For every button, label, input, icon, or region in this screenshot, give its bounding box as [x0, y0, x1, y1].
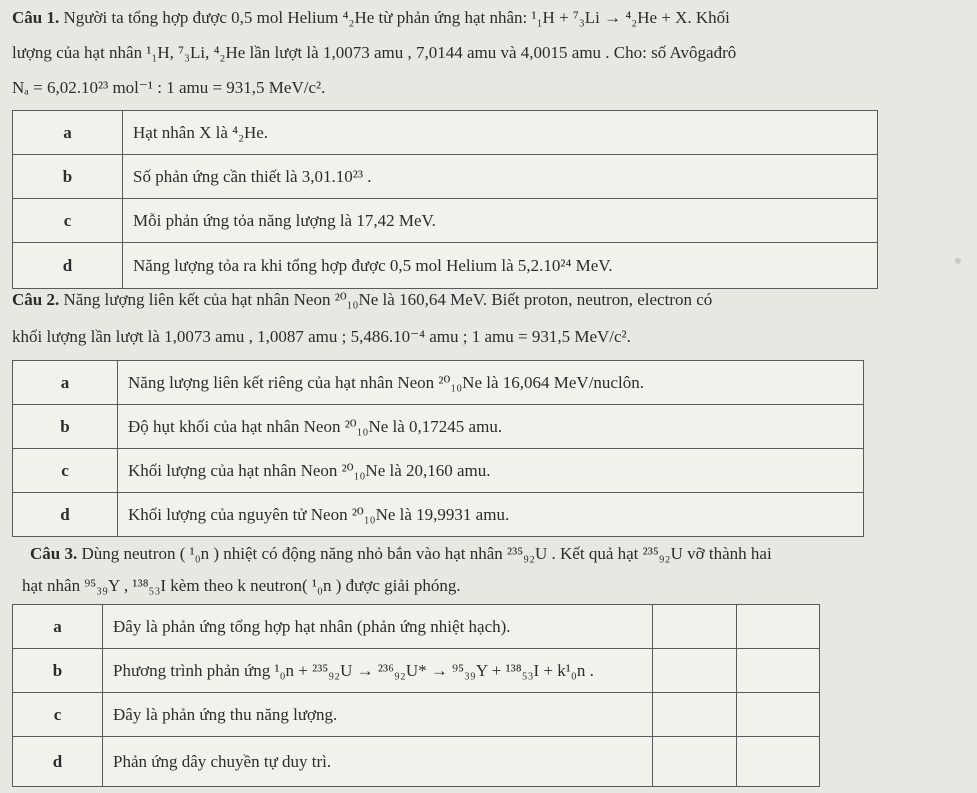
q3-row-d-answer2	[737, 737, 820, 787]
q3-row-d-answer	[653, 737, 737, 787]
q2-table	[12, 360, 864, 537]
q2-line1	[12, 290, 712, 310]
q1-row-d-text: Năng lượng tỏa ra khi tổng hợp được 0,5 mol Helium là 5,2.10²⁴ MeV.	[123, 243, 878, 289]
q2-row-a-text: Năng lượng liên kết riêng của hạt nhân Neon ²⁰₁₀Ne là 16,064 MeV/nuclôn.	[118, 361, 864, 405]
table-row	[13, 493, 864, 537]
q2-row-d-label: d	[13, 493, 118, 537]
q3-row-c-answer	[653, 693, 737, 737]
q3-row-a-answer	[653, 605, 737, 649]
table-row	[13, 405, 864, 449]
q1-title: Câu 1.	[12, 8, 60, 27]
q1-line3: Nₐ = 6,02.10²³ mol⁻¹ : 1 amu = 931,5 MeV/c².	[12, 78, 326, 97]
table-row	[13, 693, 820, 737]
q2-row-c-label: c	[13, 449, 118, 493]
q1-row-c-text: Mỗi phản ứng tỏa năng lượng là 17,42 MeV.	[123, 199, 878, 243]
q2-row-b-label: b	[13, 405, 118, 449]
scan-speck	[955, 258, 961, 264]
q3-row-b-label: b	[13, 649, 103, 693]
q1-row-b-label: b	[13, 155, 123, 199]
q1-row-a-label: a	[13, 111, 123, 155]
q3-row-b-answer	[653, 649, 737, 693]
table-row	[13, 649, 820, 693]
q3-line2: hạt nhân ⁹⁵₃₉Y , ¹³⁸₅₃I kèm theo k neutron( ¹₀n ) được giải phóng.	[22, 576, 461, 595]
q3-row-a-label: a	[13, 605, 103, 649]
table-row	[13, 361, 864, 405]
table-row	[13, 199, 878, 243]
q3-row-a-text: Đây là phản ứng tổng hợp hạt nhân (phản ứng nhiệt hạch).	[103, 605, 653, 649]
q2-row-b-text: Độ hụt khối của hạt nhân Neon ²⁰₁₀Ne là 0,17245 amu.	[118, 405, 864, 449]
q3-row-d-label: d	[13, 737, 103, 787]
q1-line2: lượng của hạt nhân ¹₁H, ⁷₃Li, ⁴₂He lần lượt là 1,0073 amu , 7,0144 amu và 4,0015 amu . Cho: số Avôgađrô	[12, 43, 737, 62]
table-row	[13, 449, 864, 493]
q3-row-a-answer2	[737, 605, 820, 649]
table-row	[13, 243, 878, 289]
table-row	[13, 737, 820, 787]
q1-line1	[12, 8, 730, 28]
q3-table	[12, 604, 820, 787]
q2-line1-text: Năng lượng liên kết của hạt nhân Neon ²⁰₁₀Ne là 160,64 MeV. Biết proton, neutron, electron có	[59, 290, 713, 309]
q3-row-c-answer2	[737, 693, 820, 737]
q3-line1-text: Dùng neutron ( ¹₀n ) nhiệt có động năng nhỏ bắn vào hạt nhân ²³⁵₉₂U . Kết quả hạt ²³⁵₉₂U vỡ thành hai	[77, 544, 772, 563]
q1-row-d-label: d	[13, 243, 123, 289]
q3-row-d-text: Phản ứng dây chuyền tự duy trì.	[103, 737, 653, 787]
q3-title: Câu 3.	[30, 544, 78, 563]
table-row	[13, 111, 878, 155]
q3-row-b-answer2	[737, 649, 820, 693]
q3-row-b-text: Phương trình phản ứng ¹₀n + ²³⁵₉₂U → ²³⁶₉₂U* → ⁹⁵₃₉Y + ¹³⁸₅₃I + k¹₀n .	[103, 649, 653, 693]
q1-table	[12, 110, 878, 289]
q2-row-c-text: Khối lượng của hạt nhân Neon ²⁰₁₀Ne là 20,160 amu.	[118, 449, 864, 493]
table-row	[13, 155, 878, 199]
q2-row-a-label: a	[13, 361, 118, 405]
q1-line1-text: Người ta tổng hợp được 0,5 mol Helium ⁴₂He từ phản ứng hạt nhân: ¹₁H + ⁷₃Li → ⁴₂He + X. Khối	[59, 8, 730, 27]
q2-title: Câu 2.	[12, 290, 60, 309]
q3-row-c-text: Đây là phản ứng thu năng lượng.	[103, 693, 653, 737]
q1-row-c-label: c	[13, 199, 123, 243]
q1-row-b-text: Số phản ứng cần thiết là 3,01.10²³ .	[123, 155, 878, 199]
q2-row-d-text: Khối lượng của nguyên tử Neon ²⁰₁₀Ne là 19,9931 amu.	[118, 493, 864, 537]
q3-row-c-label: c	[13, 693, 103, 737]
q3-line1	[30, 544, 772, 564]
table-row	[13, 605, 820, 649]
q2-line2: khối lượng lần lượt là 1,0073 amu , 1,0087 amu ; 5,486.10⁻⁴ amu ; 1 amu = 931,5 MeV/c².	[12, 327, 631, 346]
q1-row-a-text: Hạt nhân X là ⁴₂He.	[123, 111, 878, 155]
